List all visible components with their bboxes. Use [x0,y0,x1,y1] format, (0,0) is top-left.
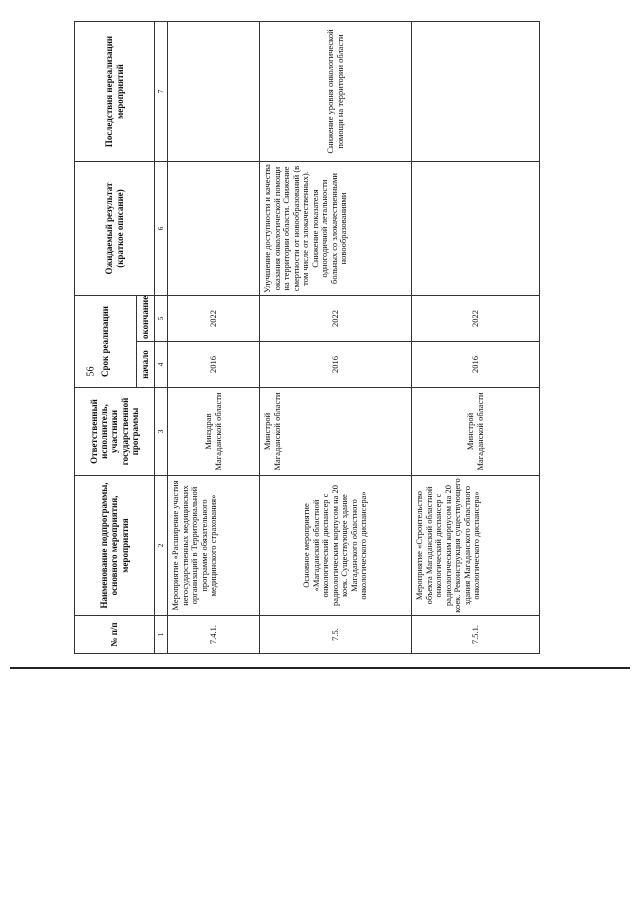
cell-end: 2022 [168,296,260,342]
header-period: Срок реализации [75,296,137,388]
cell-end: 2022 [412,296,540,342]
table-row [168,22,260,654]
header-result: Ожидаемый результат (краткое описание) [75,162,155,296]
cell-start: 2016 [260,342,412,388]
cell-result [412,162,540,296]
column-number: 3 [155,388,168,476]
cell-name: Мероприятие «Строительство объекта Магаданский областной онкологический диспансер с радиологическим корпусом на 20 коек. Реконструкция существующего здания Магаданского областного онкологического диспансера» [412,476,540,616]
cell-consequences: Снижение уровня онкологической помощи на территории области [260,22,412,162]
column-number: 7 [155,22,168,162]
horizontal-rule [10,667,630,669]
rotated-table-wrapper [74,22,529,654]
cell-num: 7.4.1. [168,616,260,654]
header-num: № п/п [75,616,155,654]
cell-consequences [412,22,540,162]
cell-executor: Минстрой Магаданской области [260,388,412,476]
cell-executor: Минстрой Магаданской области [412,388,540,476]
header-row [75,22,137,654]
header-period-start: начало [137,342,155,388]
column-number: 2 [155,476,168,616]
cell-num: 7.5. [260,616,412,654]
column-number: 5 [155,296,168,342]
cell-executor: Минздрав Магаданской области [168,388,260,476]
column-number: 4 [155,342,168,388]
cell-num: 7.5.1. [412,616,540,654]
table-row [412,22,540,654]
cell-end: 2022 [260,296,412,342]
cell-result: Улучшение доступности и качества оказания онкологической помощи на территории области. Снижение смертности от новообразований (в том числе от злокачественных). Снижение показателя одногодичной летальности больных со злокачественными новообразованиями [260,162,412,296]
column-number: 6 [155,162,168,296]
events-table [74,21,540,654]
header-consequences: Последствия нереализации мероприятий [75,22,155,162]
header-executor: Ответственный исполнитель, участники государственной программы [75,388,155,476]
cell-start: 2016 [412,342,540,388]
header-name: Наименование подпрограммы, основного мероприятия, мероприятия [75,476,155,616]
cell-result [168,162,260,296]
cell-name: Основное мероприятие «Магаданский областной онкологический диспансер с радиологическим корпусом на 20 коек. Существующее здание Магаданского областного онкологического диспансера» [260,476,412,616]
cell-consequences [168,22,260,162]
cell-name: Мероприятие «Расширение участия негосударственных медицинских организаций в Территориальной программе обязательного медицинского страхования» [168,476,260,616]
table-row [260,22,412,654]
column-number: 1 [155,616,168,654]
header-period-end: окончание [137,296,155,342]
page-number: 56 [85,366,97,377]
cell-start: 2016 [168,342,260,388]
column-numbers-row [155,22,168,654]
